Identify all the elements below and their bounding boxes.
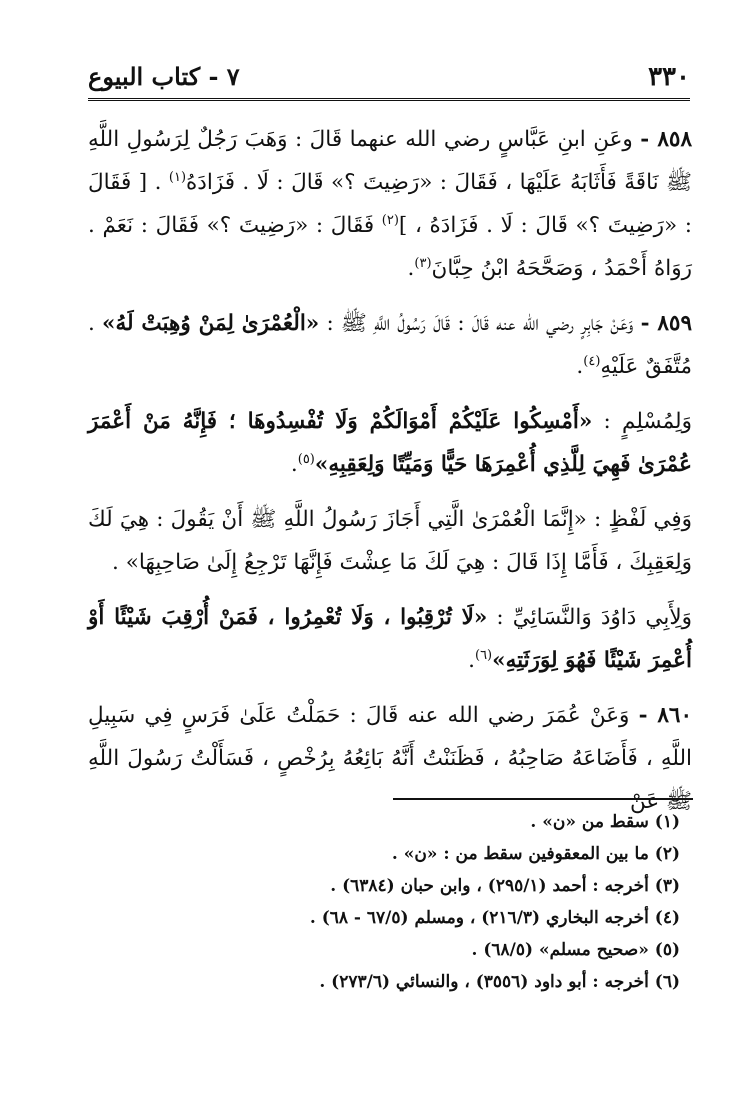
footnote-ref: (٢) [381,212,399,228]
hadith-text: وَفِي لَفْظٍ : «إِنَّمَا الْعُمْرَىٰ الَّتِي أَجَازَ رَسُولُ اللَّهِ ﷺ أَنْ يَقُولَ : هِيَ لَكَ وَلِعَقِبِكَ ، فَأَمَّا إِذَا قَالَ : هِيَ لَكَ مَا عِشْتَ فَإِنَّهَا تَرْجِعُ إِلَىٰ صَاحِبِهَا» . [88,507,692,575]
hadith-text: وعَنِ ابنِ عَبَّاسٍ رضي الله عنهما قَالَ : وَهَبَ رَجُلٌ لِرَسُولِ اللَّهِ ﷺ نَاقَةً فَأَثَابَهُ عَلَيْهَا ، فَقَالَ : «رَضِيتَ ؟» قَالَ : لَا . فَزَادَهُ [88,127,693,195]
other-wording [88,498,692,584]
hadith-860 [88,694,692,823]
footnote-ref: (٥) [297,451,315,467]
footnote-2: (٢) ما بين المعقوفين سقط من : «ن» . [391,844,680,864]
punctuation: . [290,452,298,477]
header-divider [88,98,690,101]
hadith-text: وَعَنْ عُمَرَ رضي الله عنه قَالَ : حَمَلْتُ عَلَىٰ فَرَسٍ فِي سَبِيلِ اللَّهِ ، فَأَضَاعَهُ صَاحِبُهُ ، فَظَنَنْتُ أَنَّهُ بَائِعُهُ بِرُخْصٍ ، فَسَأَلْتُ رَسُولَ اللَّهِ ﷺ عَنْ [88,703,692,814]
footnote-ref: (٤) [583,353,601,369]
page-number: ٣٣٠ [648,62,690,92]
hadith-text: فَقَالَ : «رَضِيتَ ؟» فَقَالَ : نَعَمْ . رَوَاهُ أَحْمَدُ ، وَصَحَّحَهُ ابْنُ حِبَّانَ [88,213,692,281]
punctuation: . [468,648,475,673]
footnote-1: (١) سقط من «ن» . [530,812,680,832]
hadith-text: وَلِمُسْلِمٍ : [603,409,692,434]
hadith-859 [88,302,692,388]
punctuation: . [407,256,415,281]
hadith-quote: «أَمْسِكُوا عَلَيْكُمْ أَمْوَالَكُمْ وَلَا تُفْسِدُوهَا ؛ فَإِنَّهُ مَنْ أَعْمَرَ عُمْرَىٰ فَهِيَ لِلَّذِي أُعْمِرَهَا حَيًّا وَمَيِّتًا وَلِعَقِبِهِ» [88,409,692,477]
hadith-quote: «لَا تُرْقِبُوا ، وَلَا تُعْمِرُوا ، فَمَنْ أُرْقِبَ شَيْئًا أَوْ أُعْمِرَ شَيْئًا فَهُوَ لِوَرَثَتِهِ» [88,605,692,673]
footnote-ref: (٣) [414,255,432,271]
hadith-text: . مُتَّفَقٌ عَلَيْهِ [88,311,692,379]
hadith-number: ٨٥٨ - [640,127,692,152]
footnotes [160,806,680,998]
punctuation: . [576,354,584,379]
footnote-4: (٤) أخرجه البخاري (٢١٦/٣) ، ومسلم (٦٧/٥ - ٦٨) . [309,908,680,928]
hadith-text: وَعَنْ جَابِرٍ رضي الله عنه قَالَ : قَالَ رَسُولُ اللَّهِ ﷺ : [326,311,634,336]
footnote-3: (٣) أخرجه : أحمد (٢٩٥/١) ، وابن حبان (٦٣٨٤) . [330,876,680,896]
footnote-5: (٥) «صحيح مسلم» (٦٨/٥) . [471,940,680,960]
hadith-text: وَلِأَبِي دَاوُدَ وَالنَّسَائِيِّ : [496,605,692,630]
hadith-number: ٨٦٠ - [638,703,692,728]
footnote-divider [393,798,693,800]
book-title: ٧ - كتاب البيوع [88,62,240,91]
footnote-6: (٦) أخرجه : أبو داود (٣٥٥٦) ، والنسائي (٢٧٣/٦) . [319,972,680,992]
hadith-text: . [ فَقَالَ : «رَضِيتَ ؟» قَالَ : لَا . فَزَادَهُ ، ] [88,170,693,238]
muslim-version [88,400,692,486]
page-header [88,62,690,96]
main-text [88,118,692,835]
hadith-858 [88,118,692,290]
abu-dawud-version [88,596,692,682]
hadith-number: ٨٥٩ - [640,311,692,336]
footnote-ref: (١) [168,169,187,185]
hadith-quote: «الْعُمْرَىٰ لِمَنْ وُهِبَتْ لَهُ» [102,311,320,336]
footnote-ref: (٦) [474,647,493,663]
